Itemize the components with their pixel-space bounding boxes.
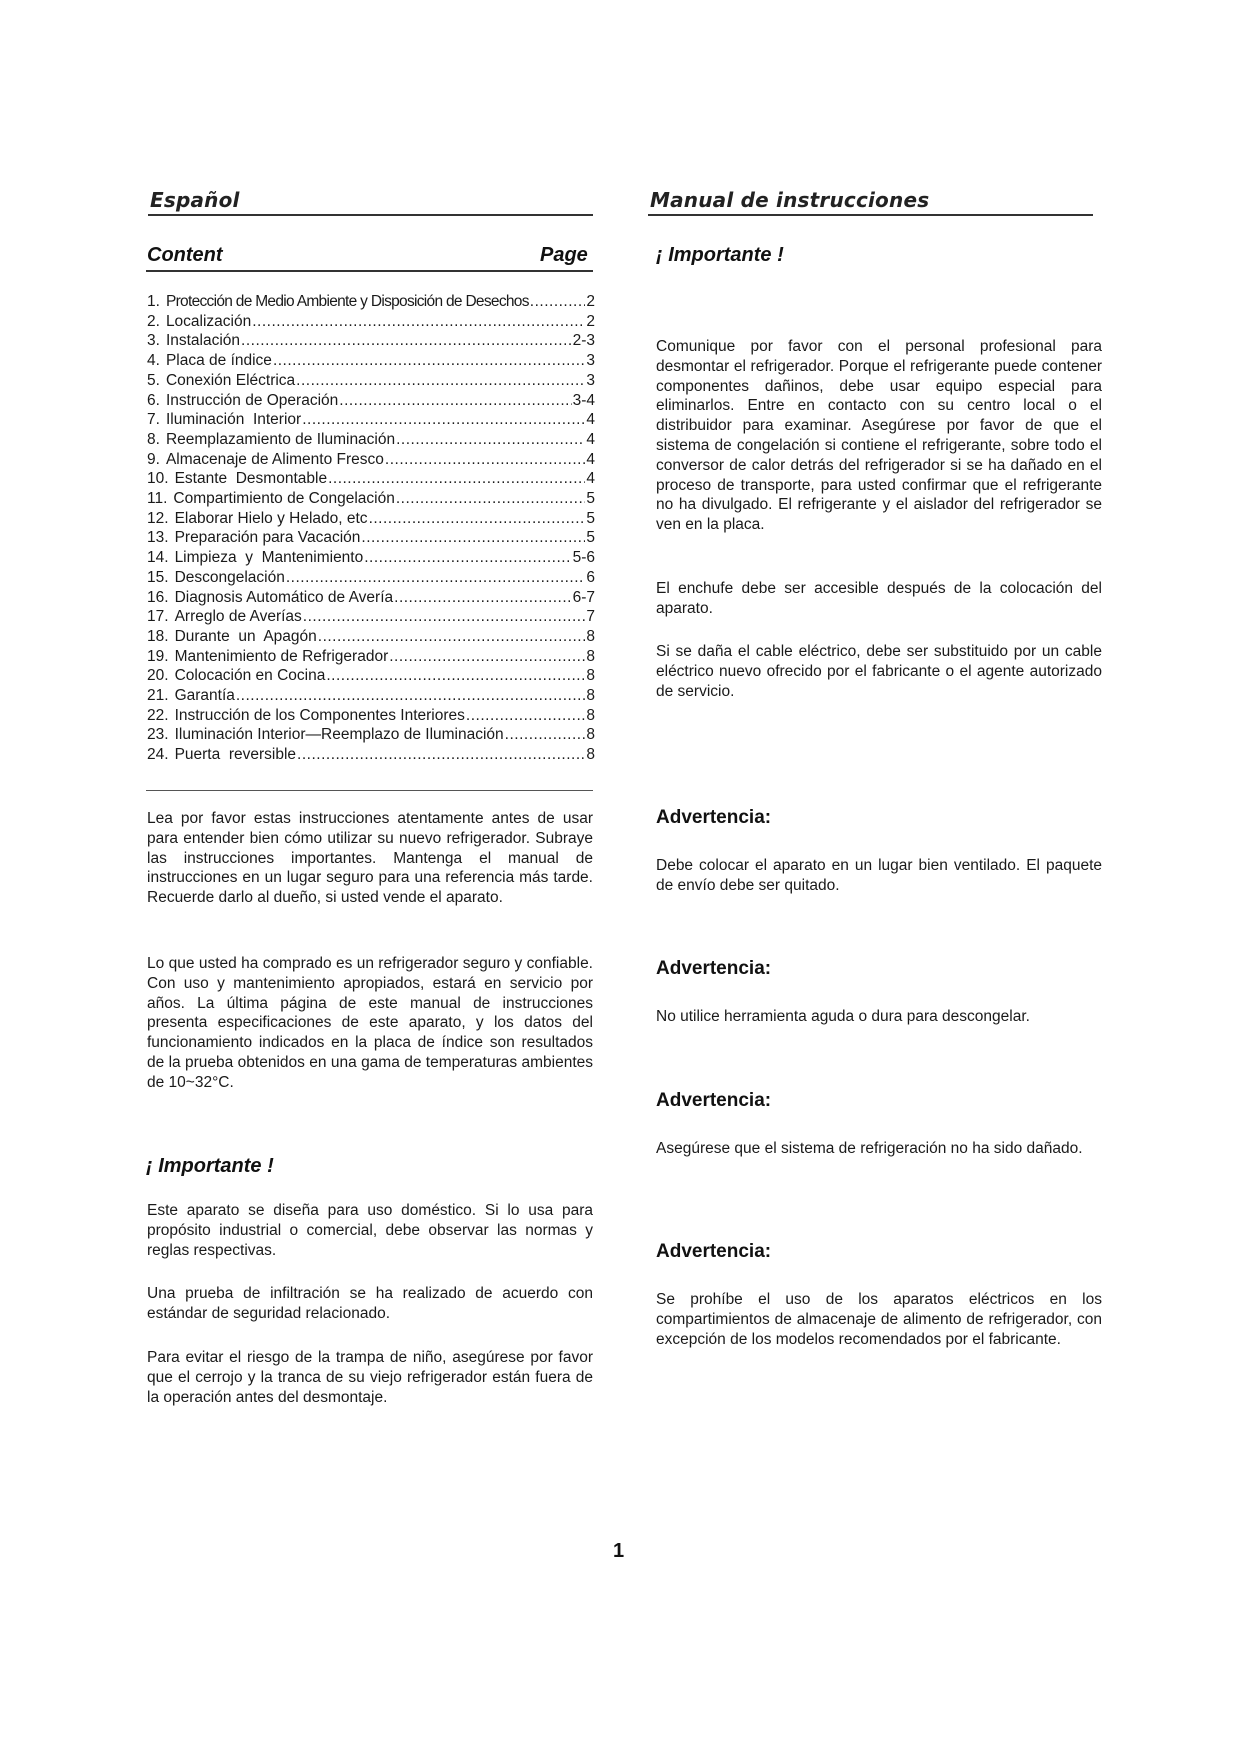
- plug-paragraph: El enchufe debe ser accesible después de la colocación del aparato.: [656, 580, 1102, 617]
- toc-item: [147, 745, 595, 765]
- toc-item: [147, 292, 595, 312]
- toc-item-label: Mantenimiento de Refrigerador: [174, 647, 389, 665]
- toc-item-page: 8: [586, 746, 595, 764]
- toc-item-number: 18.: [147, 627, 169, 645]
- toc-item-label: Iluminación Interior: [165, 411, 302, 429]
- toc-item: [147, 371, 595, 391]
- warning-heading-2: Advertencia:: [656, 958, 772, 979]
- toc-item-number: 3.: [147, 332, 160, 350]
- toc-item-label: Elaborar Hielo y Helado, etc: [174, 509, 368, 527]
- toc-item-leader: [297, 745, 585, 765]
- toc-item-page: 5-6: [572, 549, 595, 567]
- cable-paragraph: Si se daña el cable eléctrico, debe ser substituido por un cable eléctrico nuevo ofrecido por el fabricante o el agente autorizado de servicio.: [656, 643, 1102, 700]
- toc-item-page: 2-3: [572, 332, 595, 350]
- toc-item-leader: [318, 627, 586, 647]
- toc-item-number: 1.: [147, 293, 160, 310]
- toc-item-leader: [302, 410, 585, 430]
- toc-item-number: 13.: [147, 529, 169, 547]
- toc-item-number: 2.: [147, 312, 160, 330]
- toc-item-leader: [296, 371, 585, 391]
- toc-item: [147, 548, 595, 568]
- toc-item: [147, 391, 595, 411]
- toc-item-label: Garantía: [174, 687, 235, 705]
- toc-item-label: Iluminación Interior—Reemplazo de Iluminación: [174, 726, 504, 744]
- toc-item-label: Puerta reversible: [174, 746, 297, 764]
- toc-item-number: 8.: [147, 430, 160, 448]
- toc-item: [147, 331, 595, 351]
- toc-item-leader: [326, 666, 585, 686]
- warning-heading-4: Advertencia:: [656, 1241, 772, 1262]
- toc-item-page: 2: [586, 312, 595, 330]
- toc-item-leader: [369, 509, 586, 529]
- toc-item: [147, 647, 595, 667]
- table-of-contents: [147, 292, 595, 765]
- toc-item-label: Almacenaje de Alimento Fresco: [165, 450, 384, 468]
- toc-item-leader: [396, 430, 585, 450]
- toc-item-label: Instrucción de Operación: [165, 391, 339, 409]
- important-heading-left: ¡ Importante !: [146, 1155, 274, 1177]
- toc-item-page: 6: [586, 568, 595, 586]
- toc-item-number: 7.: [147, 411, 160, 429]
- toc-item-number: 4.: [147, 352, 160, 370]
- toc-item-page: 3: [586, 371, 595, 389]
- toc-item-number: 12.: [147, 509, 169, 527]
- toc-item-page: 4: [586, 430, 595, 448]
- toc-item-number: 5.: [147, 371, 160, 389]
- toc-item-number: 10.: [147, 470, 169, 488]
- toc-item-leader: [286, 568, 586, 588]
- product-paragraph: Lo que usted ha comprado es un refrigerador seguro y confiable. Con uso y mantenimiento apropiados, estará en servicio por años. La última página de este manual de instrucciones presenta especificaciones de este aparato, y los datos del funcionamiento indicados en la placa de índice son resultados de la prueba obtenidos en una gama de temperaturas ambientes de 10~32°C.: [147, 955, 593, 1091]
- toc-item: [147, 489, 595, 509]
- toc-item-label: Limpieza y Mantenimiento: [174, 549, 364, 567]
- toc-item: [147, 528, 595, 548]
- toc-item-label: Descongelación: [174, 568, 285, 586]
- toc-item-leader: [364, 548, 571, 568]
- toc-item-number: 6.: [147, 391, 160, 409]
- toc-item-label: Compartimiento de Congelación: [173, 490, 395, 508]
- toc-item-page: 7: [586, 608, 595, 626]
- toc-item-page: 5: [586, 529, 595, 547]
- toc-item: [147, 725, 595, 745]
- toc-item-label: Reemplazamiento de Iluminación: [165, 430, 396, 448]
- toc-item-number: 16.: [147, 588, 169, 606]
- toc-item-leader: [339, 391, 571, 411]
- toc-item: [147, 450, 595, 470]
- page-number: 1: [613, 1540, 625, 1562]
- toc-item: [147, 469, 595, 489]
- toc-item-number: 11.: [147, 490, 168, 508]
- warning-text-4: Se prohíbe el uso de los aparatos eléctricos en los compartimientos de almacenaje de alimento de refrigerador, con excepción de los modelos recomendados por el fabricante.: [656, 1291, 1102, 1348]
- toc-item-page: 3-4: [572, 391, 595, 409]
- toc-page-label: Page: [540, 244, 588, 266]
- toc-item: [147, 706, 595, 726]
- toc-item-page: 8: [586, 667, 595, 685]
- toc-item: [147, 686, 595, 706]
- toc-item-label: Durante un Apagón: [174, 627, 317, 645]
- toc-item-label: Diagnosis Automático de Avería: [174, 588, 394, 606]
- toc-item-label: Arreglo de Averías: [174, 608, 302, 626]
- warning-heading-1: Advertencia:: [656, 807, 772, 828]
- toc-item-page: 4: [586, 450, 595, 468]
- toc-item-label: Localización: [165, 312, 252, 330]
- toc-item: [147, 430, 595, 450]
- header-rule-right: [648, 214, 1093, 216]
- toc-item-number: 23.: [147, 726, 169, 744]
- toc-item: [147, 568, 595, 588]
- toc-item-label: Conexión Eléctrica: [165, 371, 296, 389]
- toc-item: [147, 509, 595, 529]
- toc-title: Content: [147, 244, 223, 266]
- toc-item-number: 20.: [147, 667, 169, 685]
- toc-item-page: 4: [586, 470, 595, 488]
- toc-item-number: 14.: [147, 549, 169, 567]
- toc-item-leader: [530, 292, 586, 312]
- toc-item-number: 9.: [147, 450, 160, 468]
- toc-item-page: 8: [586, 687, 595, 705]
- toc-item-number: 19.: [147, 647, 169, 665]
- toc-item-page: 5: [586, 490, 595, 508]
- toc-item-label: Instalación: [165, 332, 241, 350]
- toc-item-page: 8: [586, 706, 595, 724]
- toc-item-leader: [273, 351, 585, 371]
- toc-item-leader: [303, 607, 586, 627]
- toc-item: [147, 666, 595, 686]
- warning-text-2: No utilice herramienta aguda o dura para descongelar.: [656, 1008, 1030, 1025]
- toc-item-label: Instrucción de los Componentes Interiores: [174, 706, 465, 724]
- toc-item: [147, 627, 595, 647]
- header-rule-left: [148, 214, 593, 216]
- toc-item-number: 22.: [147, 706, 169, 724]
- toc-item-number: 17.: [147, 608, 169, 626]
- toc-item-label: Colocación en Cocina: [174, 667, 326, 685]
- toc-item-leader: [385, 450, 585, 470]
- toc-item-label: Protección de Medio Ambiente y Disposición de Desechos: [165, 293, 529, 310]
- toc-item-page: 8: [586, 627, 595, 645]
- toc-item-number: 21.: [147, 687, 169, 705]
- toc-item-page: 8: [586, 726, 595, 744]
- toc-item-leader: [328, 469, 585, 489]
- toc-item-number: 15.: [147, 568, 169, 586]
- warning-text-1: Debe colocar el aparato en un lugar bien ventilado. El paquete de envío debe ser quitado.: [656, 857, 1102, 894]
- toc-item: [147, 607, 595, 627]
- toc-item-leader: [236, 686, 586, 706]
- toc-item-page: 3: [586, 352, 595, 370]
- toc-item-leader: [394, 588, 571, 608]
- toc-item: [147, 351, 595, 371]
- toc-item-leader: [361, 528, 585, 548]
- toc-item-leader: [396, 489, 586, 509]
- toc-item-number: 24.: [147, 746, 169, 764]
- domestic-use-paragraph: Este aparato se diseña para uso doméstico. Si lo usa para propósito industrial o comercial, debe observar las normas y reglas respectivas.: [147, 1202, 593, 1259]
- toc-item-leader: [241, 331, 572, 351]
- toc-item-leader: [389, 647, 585, 667]
- toc-item-page: 5: [586, 509, 595, 527]
- toc-item-page: 8: [586, 647, 595, 665]
- child-trap-paragraph: Para evitar el riesgo de la trampa de niño, asegúrese por favor que el cerrojo y la tranca de su viejo refrigerador están fuera de la operación antes del desmontaje.: [147, 1349, 593, 1406]
- manual-title-header: Manual de instrucciones: [650, 188, 930, 212]
- language-header: Español: [150, 188, 240, 212]
- toc-item-leader: [252, 312, 585, 332]
- toc-item: [147, 312, 595, 332]
- toc-item-label: Estante Desmontable: [174, 470, 328, 488]
- toc-item-page: 4: [586, 411, 595, 429]
- toc-item-label: Placa de índice: [165, 352, 272, 370]
- toc-item-page: 2: [586, 293, 595, 310]
- intro-paragraph: Lea por favor estas instrucciones atentamente antes de usar para entender bien cómo utilizar su nuevo refrigerador. Subraye las instrucciones importantes. Mantenga el manual de instrucciones en un lugar seguro para una referencia más tarde. Recuerde darlo al dueño, si usted vende el aparato.: [147, 810, 593, 907]
- toc-item: [147, 410, 595, 430]
- warning-text-3: Asegúrese que el sistema de refrigeración no ha sido dañado.: [656, 1140, 1083, 1157]
- toc-rule: [146, 270, 593, 272]
- infiltration-paragraph: Una prueba de infiltración se ha realizado de acuerdo con estándar de seguridad relacionado.: [147, 1285, 593, 1322]
- important-heading-right: ¡ Importante !: [656, 244, 784, 266]
- toc-bottom-rule: [146, 790, 593, 791]
- toc-item-page: 6-7: [572, 588, 595, 606]
- toc-item-leader: [466, 706, 585, 726]
- toc-item-leader: [505, 725, 586, 745]
- toc-item-label: Preparación para Vacación: [174, 529, 361, 547]
- warning-heading-3: Advertencia:: [656, 1090, 772, 1111]
- refrigerant-paragraph: Comunique por favor con el personal profesional para desmontar el refrigerador. Porque el refrigerante puede contener componentes dañinos, debe usar equipo especial para eliminarlos. Entre en contacto con su centro local o el distribuidor para examinar. Asegúrese por favor de que el sistema de congelación si contiene el refrigerante, sobre todo el conversor de calor detrás del refrigerador si se ha dañado en el proceso de transporte, para usted confirmar que el refrigerante no ha divulgado. El refrigerante y el aislador del refrigerador se ven en la placa.: [656, 338, 1102, 534]
- toc-item: [147, 588, 595, 608]
